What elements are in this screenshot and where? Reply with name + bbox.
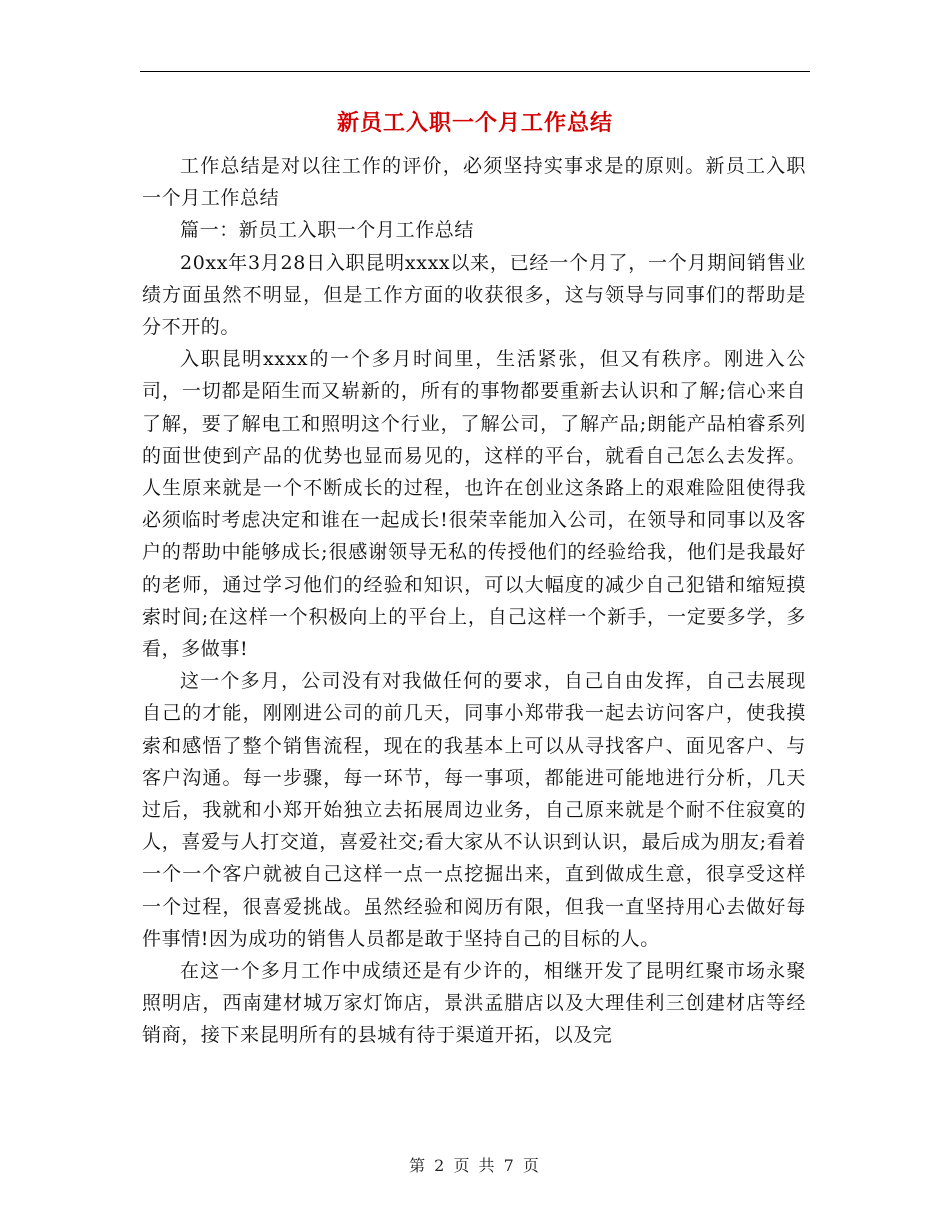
document-title: 新员工入职一个月工作总结 (336, 111, 613, 136)
page-number-footer: 第 2 页 共 7 页 (409, 1156, 541, 1175)
paragraph-4: 在这一个多月工作中成绩还是有少许的，相继开发了昆明红聚市场永聚照明店，西南建材城万家灯饰店，景洪孟腊店以及大理佳利三创建材店等经销商，接下来昆明所有的县城有待于渠道开拓，以及完 (142, 960, 806, 1047)
header-rule (140, 71, 810, 72)
paragraph-1: 20xx年3月28日入职昆明xxxx以来，已经一个月了，一个月期间销售业绩方面虽然不明显，但是工作方面的收获很多，这与领导与同事们的帮助是分不开的。 (142, 251, 806, 339)
paragraph-3: 这一个多月，公司没有对我做任何的要求，自己自由发挥，自己去展现自己的才能，刚刚进公司的前几天，同事小郑带我一起去访问客户，使我摸索和感悟了整个销售流程，现在的我基本上可以从寻找客户、面见客户、与客户沟通。每一步骤，每一环节，每一事项，都能进可能地进行分析，几天过后，我就和小郑开始独立去拓展周边业务，自己原来就是个耐不住寂寞的人，喜爱与人打交道，喜爱社交;看大家从不认识到认识，最后成为朋友;看着一个一个客户就被自己这样一点一点挖掘出来，直到做成生意，很享受这样一个过程，很喜爱挑战。虽然经验和阅历有限，但我一直坚持用心去做好每件事情!因为成功的销售人员都是敢于坚持自己的目标的人。 (142, 670, 806, 950)
paragraph-section-heading: 篇一：新员工入职一个月工作总结 (180, 219, 475, 242)
paragraph-2: 入职昆明xxxx的一个多月时间里，生活紧张，但又有秩序。刚进入公司，一切都是陌生而又崭新的，所有的事物都要重新去认识和了解;信心来自了解，要了解电工和照明这个行业，了解公司，了解产品;朗能产品柏睿系列的面世使到产品的优势也显而易见的，这样的平台，就看自己怎么去发挥。人生原来就是一个不断成长的过程，也许在创业这条路上的艰难险阻使得我必须临时考虑决定和谁在一起成长!很荣幸能加入公司，在领导和同事以及客户的帮助中能够成长;很感谢领导无私的传授他们的经验给我，他们是我最好的老师，通过学习他们的经验和知识，可以大幅度的减少自己犯错和缩短摸索时间;在这样一个积极向上的平台上，自己这样一个新手，一定要多学，多看，多做事! (142, 348, 806, 661)
paragraph-intro: 工作总结是对以往工作的评价，必须坚持实事求是的原则。新员工入职一个月工作总结 (142, 155, 806, 210)
document-body (142, 150, 806, 1052)
